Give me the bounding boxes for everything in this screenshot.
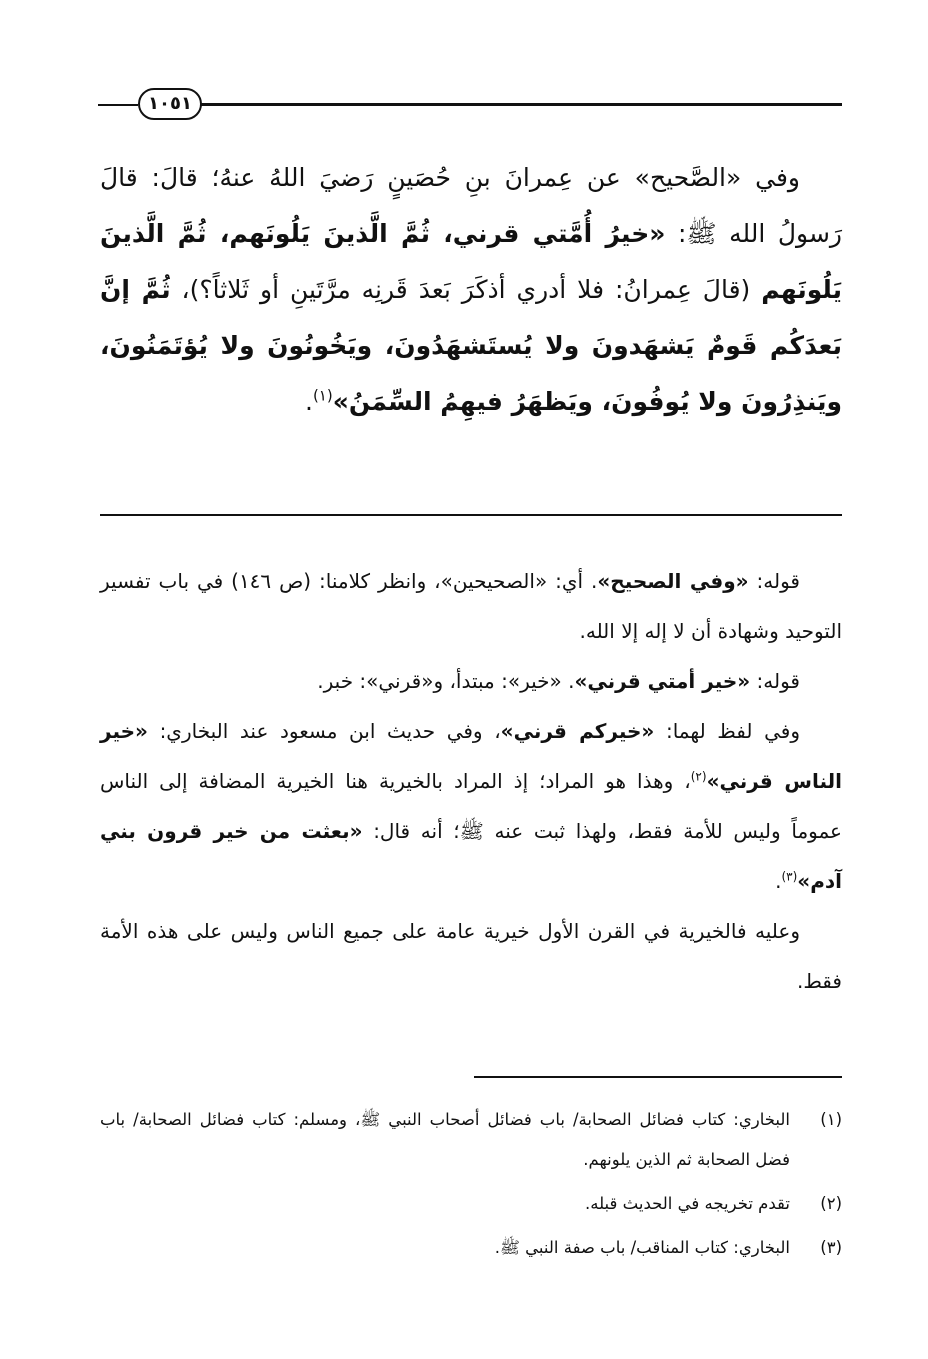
hadith-quote-part-1: «خيرُ أُمَّتي قرني، ثُمَّ الَّذينَ يَلُونَهم، ثُمَّ الَّذينَ يَلُونَهم: [100, 219, 842, 304]
footnotes: [100, 1100, 842, 1272]
page-number: ١٠٥١: [138, 88, 202, 120]
hadith-end-punctuation: .: [304, 387, 313, 416]
commentary-text: وفي لفظ لهما:: [654, 719, 800, 743]
hadith-narrator-aside: (قالَ عِمرانُ: فلا أدري أذكَرَ بَعدَ قَرنِه مرَّتَينِ أو ثَلاثاً؟)،: [170, 275, 762, 304]
commentary-text: ، وفي حديث ابن مسعود عند البخاري:: [147, 719, 501, 743]
footnote-text: البخاري: كتاب المناقب/ باب صفة النبي ﷺ.: [494, 1238, 790, 1257]
commentary-paragraph-4: وعليه فالخيرية في القرن الأول خيرية عامة على جميع الناس وليس على هذه الأمة فقط.: [100, 919, 842, 993]
footnote-number: (١): [820, 1110, 842, 1129]
commentary-quote: «وفي الصحيح»: [597, 569, 749, 593]
commentary-quote: «خير أمتي قرني»: [574, 669, 751, 693]
footnote-3: [100, 1228, 842, 1268]
commentary-paragraph-2: [100, 656, 842, 706]
header-rule-tail: [98, 104, 138, 106]
footnote-number: (٢): [820, 1194, 842, 1213]
commentary: [100, 556, 842, 1006]
hadith-quote-part-2: ثُمَّ إنَّ بَعدَكُم قَومٌ يَشهَدونَ ولا يُستَشهَدُونَ، ويَخُونُونَ ولا يُؤتَمَنُونَ، ويَنذِرُونَ ولا يُوفُونَ، ويَظهَرُ فيهِمُ السِّمَنُ»: [100, 275, 842, 416]
commentary-text: .: [775, 869, 782, 893]
hadith-text: [100, 150, 842, 430]
commentary-text: . «خير»: مبتدأ، و«قرني»: خبر.: [317, 669, 575, 693]
commentary-paragraph-1: [100, 556, 842, 656]
commentary-text: قوله:: [748, 569, 800, 593]
page-header: [98, 84, 842, 124]
footnote-ref-3[interactable]: (٣): [781, 869, 798, 884]
commentary-text: ، وهذا هو المراد؛ إذ المراد بالخيرية هنا الخيرية المضافة إلى الناس عموماً وليس للأمة فقط، ولهذا ثبت عنه ﷺ؛ أنه قال:: [100, 769, 842, 843]
commentary-paragraph-3: [100, 706, 842, 906]
commentary-quote: «خيركم قرني»: [500, 719, 655, 743]
footnote-1: [100, 1100, 842, 1180]
footnote-text: تقدم تخريجه في الحديث قبله.: [584, 1194, 790, 1213]
hadith-intro: وفي «الصَّحيح» عن عِمرانَ بنِ حُصَينٍ رَضيَ اللهُ عنهُ؛ قالَ: قالَ رَسولُ الله ﷺ:: [100, 163, 842, 248]
footnote-2: [100, 1184, 842, 1224]
commentary-quote: «بعثت من خير قرون بني آدم»: [100, 819, 842, 893]
commentary-text: . أي: «الصحيحين»، وانظر كلامنا: (ص ١٤٦) في باب تفسير التوحيد وشهادة أن لا إله إلا الله.: [100, 569, 842, 643]
commentary-quote: «خير الناس قرني»: [100, 719, 842, 793]
footnote-number: (٣): [820, 1238, 842, 1257]
footnote-separator: [474, 1076, 842, 1078]
hadith-paragraph: [100, 150, 842, 430]
footnote-text: البخاري: كتاب فضائل الصحابة/ باب فضائل أصحاب النبي ﷺ، ومسلم: كتاب فضائل الصحابة/ باب فضل الصحابة ثم الذين يلونهم.: [100, 1110, 790, 1169]
commentary-text: قوله:: [750, 669, 800, 693]
section-divider: [100, 514, 842, 516]
footnote-ref-2[interactable]: (٢): [690, 769, 707, 784]
header-rule: [198, 103, 842, 106]
footnote-ref-1[interactable]: (١): [312, 386, 333, 405]
